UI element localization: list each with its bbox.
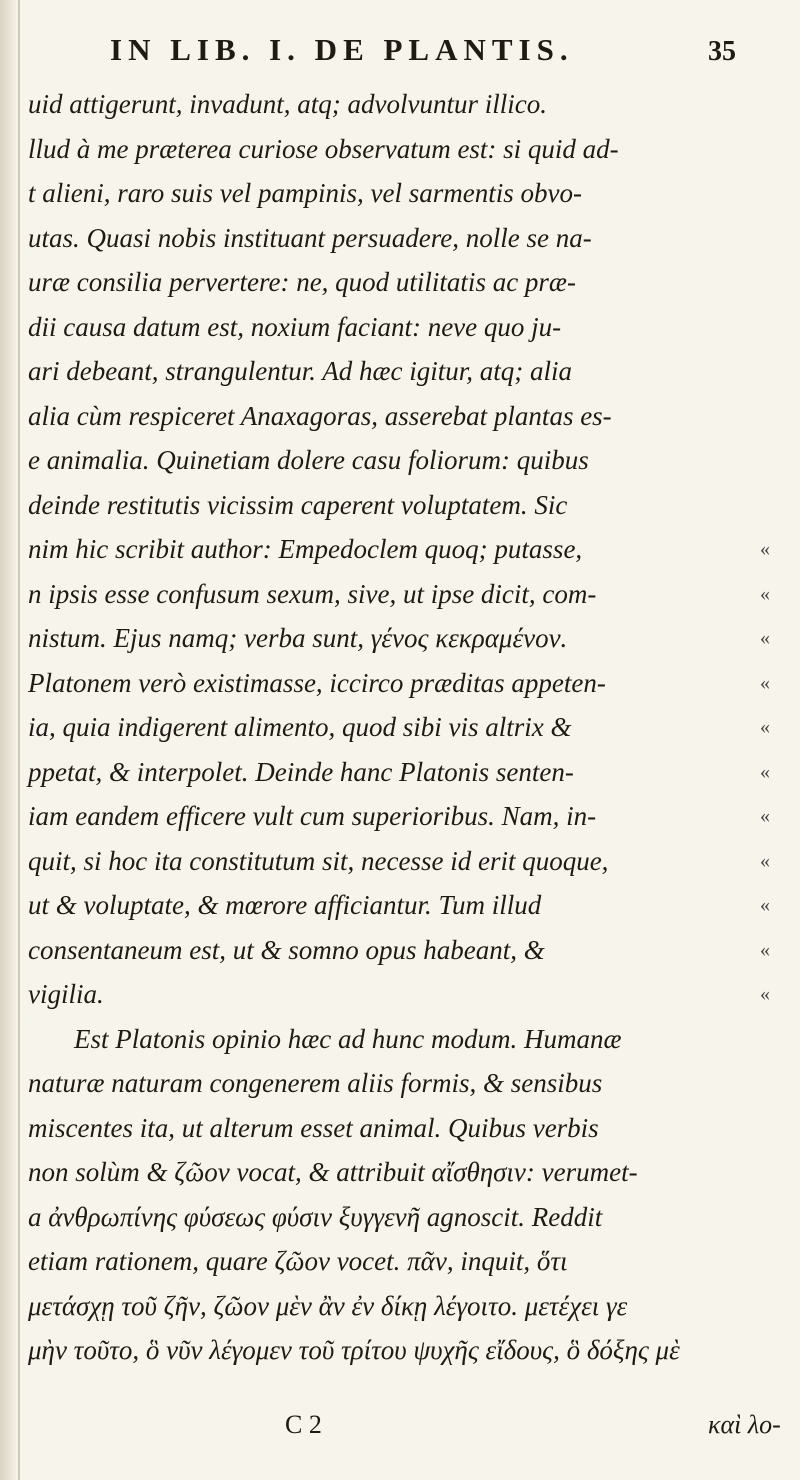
text-line-content: ia, quia indigerent alimento, quod sibi vis altrix & — [28, 712, 572, 742]
text-line-content: a ἀνθρωπίνης φύσεως φύσιν ξυγγενῆ agnoscit. Reddit — [28, 1201, 603, 1232]
text-line-content: uid attigerunt, invadunt, atq; advolvuntur illico. — [28, 89, 547, 119]
text-line-content: t alieni, raro suis vel pampinis, vel sarmentis obvo- — [28, 178, 582, 208]
text-line — [28, 1284, 798, 1329]
text-line — [28, 1106, 798, 1151]
quotation-mark: « — [760, 760, 770, 783]
text-line-content: alia cùm respiceret Anaxagoras, asserebat plantas es- — [28, 400, 612, 431]
text-line — [28, 1239, 798, 1284]
text-line-content: quit, si hoc ita constitutum sit, necesse id erit quoque, — [28, 845, 609, 876]
quotation-mark: « — [760, 849, 770, 872]
text-line-content: etiam rationem, quare ζῶον vocet. πᾶν, inquit, ὅτι — [28, 1246, 568, 1276]
text-line — [28, 705, 798, 750]
text-line-content: consentaneum est, ut & somno opus habeant, & — [28, 934, 545, 965]
text-line — [28, 972, 798, 1017]
quotation-mark: « — [760, 582, 770, 605]
text-line — [28, 661, 798, 706]
text-line — [28, 928, 798, 973]
quotation-mark: « — [760, 716, 770, 738]
text-line — [28, 527, 798, 572]
page-footer — [0, 1408, 800, 1448]
text-line-content: nim hic scribit author: Empedoclem quoq; putasse, — [28, 534, 583, 564]
quotation-mark: « — [760, 894, 770, 916]
text-line — [28, 349, 798, 394]
text-line-content: n ipsis esse confusum sexum, sive, ut ipse dicit, com- — [28, 578, 597, 609]
text-line-content: deinde restitutis vicissim caperent voluptatem. Sic — [28, 489, 568, 520]
text-line-content: μὴν τοῦτο, ὃ νῦν λέγομεν τοῦ τρίτου ψυχῆς εἴδους, ὃ δόξης μὲ — [28, 1335, 680, 1365]
text-line-content: utas. Quasi nobis instituant persuadere, nolle se na- — [28, 222, 592, 253]
text-line — [28, 1061, 798, 1106]
text-line — [28, 616, 798, 661]
text-line — [28, 794, 798, 839]
text-line — [28, 1195, 798, 1240]
text-line — [28, 171, 798, 216]
text-line — [28, 127, 798, 172]
text-line-content: ut & voluptate, & mœrore afficiantur. Tum illud — [28, 890, 542, 920]
text-line-content: ppetat, & interpolet. Deinde hanc Platonis senten- — [28, 756, 574, 787]
text-line-content: iam eandem efficere vult cum superioribus. Nam, in- — [28, 801, 597, 831]
page-header — [0, 26, 800, 76]
text-line-content: nistum. Ejus namq; verba sunt, γένος κεκραμένον. — [28, 623, 568, 653]
text-line-content: non solùm & ζῶον vocat, & attribuit αἴσθησιν: verumet- — [28, 1157, 638, 1187]
quotation-mark: « — [760, 538, 770, 560]
quotation-mark: « — [760, 627, 770, 649]
page-number: 35 — [708, 36, 736, 67]
catchword: καὶ λο- — [708, 1410, 781, 1439]
quotation-mark: « — [760, 938, 770, 961]
text-line — [28, 438, 798, 483]
gutter-shadow — [18, 0, 20, 1480]
text-line — [28, 82, 798, 127]
text-line-content: μετάσχῃ τοῦ ζῆν, ζῶον μὲν ἂν ἐν δίκῃ λέγοιτο. μετέχει γε — [28, 1290, 628, 1321]
text-line — [28, 750, 798, 795]
signature-mark: C 2 — [285, 1410, 322, 1439]
text-line — [28, 1150, 798, 1195]
quotation-mark: « — [760, 805, 770, 827]
text-line-content: dii causa datum est, noxium faciant: neve quo ju- — [28, 311, 562, 342]
text-line — [28, 394, 798, 439]
text-line — [28, 883, 798, 928]
text-line-content: Est Platonis opinio hæc ad hunc modum. Humanæ — [74, 1023, 622, 1054]
text-line-content: ari debeant, strangulentur. Ad hæc igitur, atq; alia — [28, 356, 573, 386]
text-line-content: naturæ naturam congenerem aliis formis, & sensibus — [28, 1068, 603, 1098]
quotation-mark: « — [760, 983, 770, 1005]
text-line — [28, 1017, 798, 1062]
text-line — [28, 1328, 798, 1373]
running-head: IN LIB. I. DE PLANTIS. — [110, 32, 574, 67]
text-line — [28, 260, 798, 305]
text-line-content: miscentes ita, ut alterum esset animal. Quibus verbis — [28, 1112, 599, 1143]
text-line-content: vigilia. — [28, 979, 104, 1009]
quotation-mark: « — [760, 671, 770, 694]
text-line-content: Platonem verò existimasse, iccirco præditas appeten- — [28, 667, 606, 698]
text-line — [28, 572, 798, 617]
text-line — [28, 839, 798, 884]
text-line-content: e animalia. Quinetiam dolere casu foliorum: quibus — [28, 445, 589, 475]
text-line — [28, 216, 798, 261]
text-line-content: llud à me præterea curiose observatum est: si quid ad- — [28, 133, 619, 164]
text-line — [28, 483, 798, 528]
page-edge — [0, 0, 18, 1480]
text-line — [28, 305, 798, 350]
text-line-content: uræ consilia pervertere: ne, quod utilitatis ac præ- — [28, 267, 576, 297]
body-text — [28, 82, 798, 1373]
